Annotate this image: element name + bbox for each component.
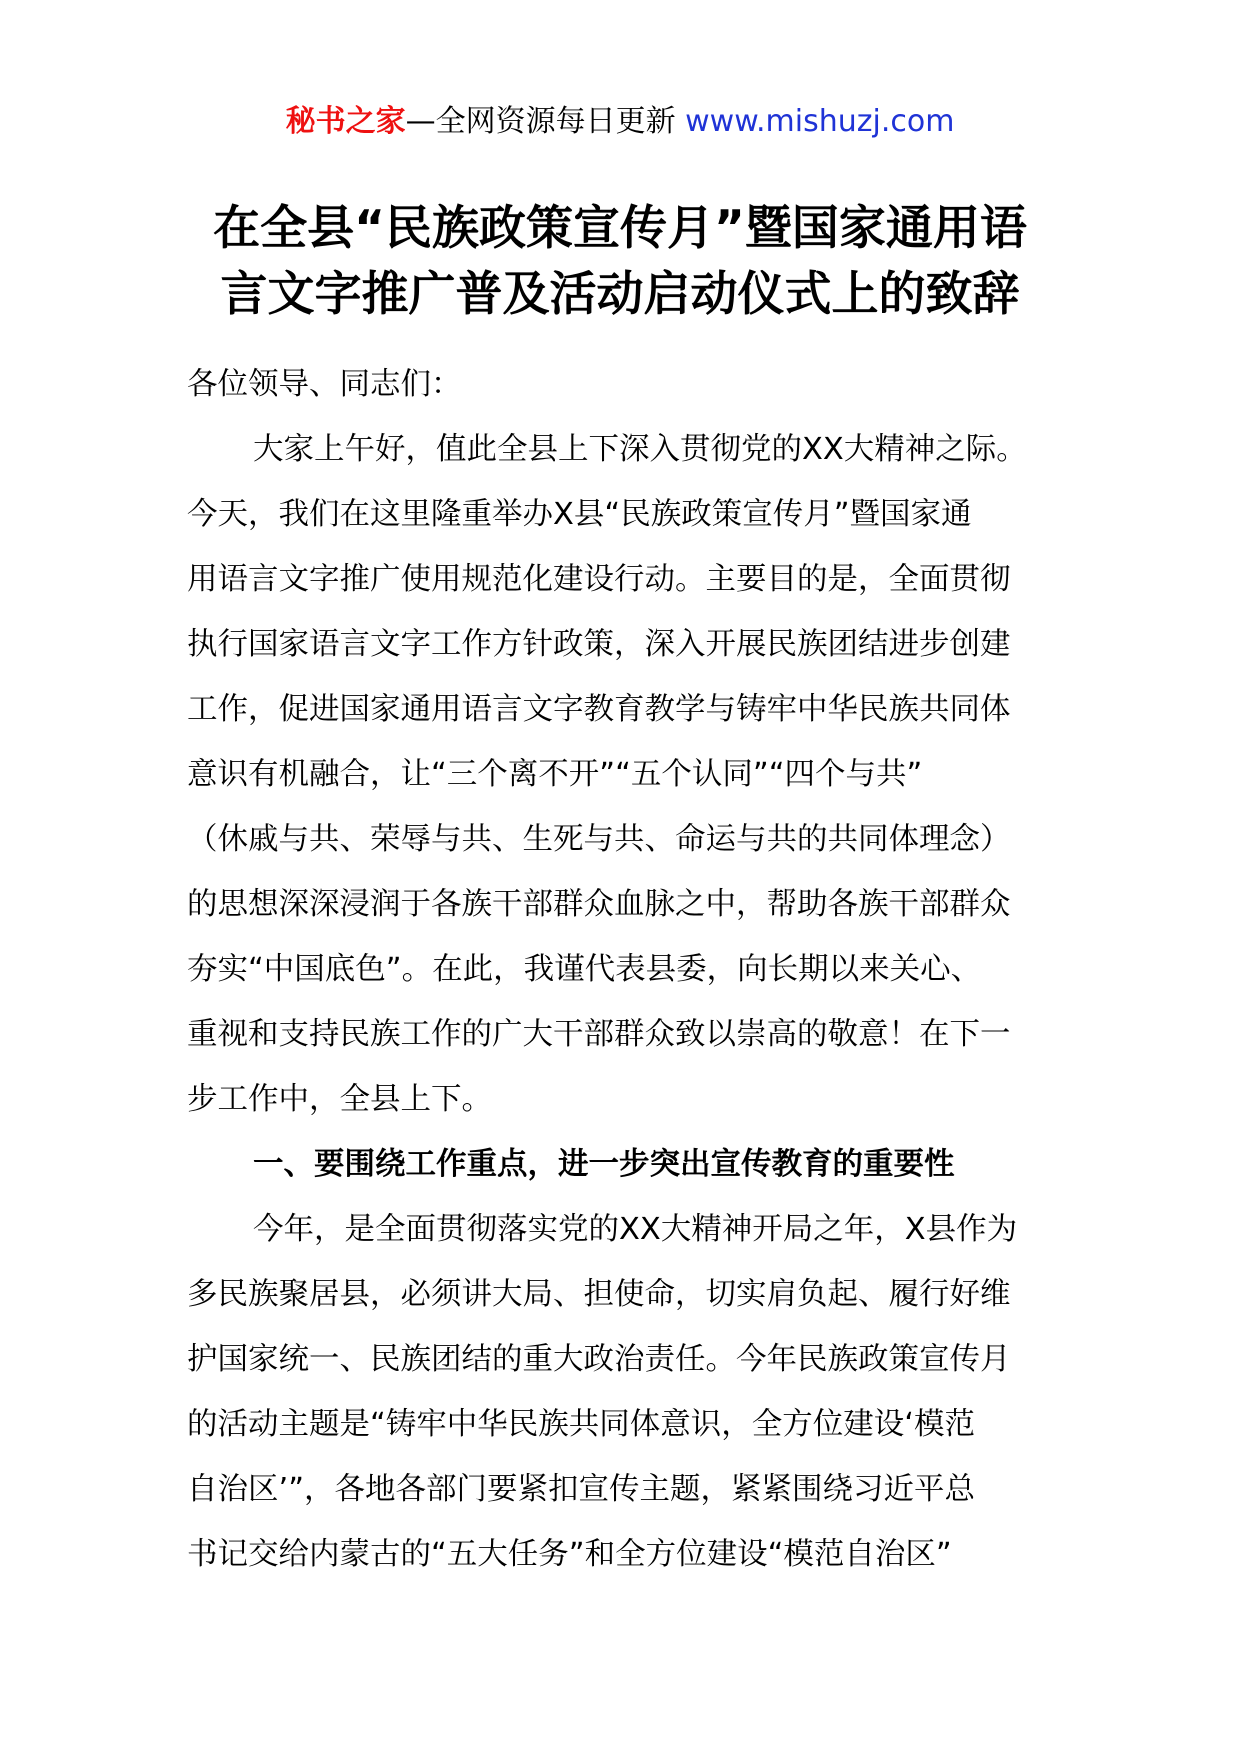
paragraph-line: 执行国家语言文字工作方针政策，深入开展民族团结进步创建 — [187, 627, 1011, 662]
paragraph-line: 重视和支持民族工作的广大干部群众致以崇高的敬意！在下一 — [187, 1017, 1011, 1052]
banner-url[interactable]: www.mishuzj.com — [685, 104, 955, 139]
paragraph-line: 多民族聚居县，必须讲大局、担使命，切实肩负起、履行好维 — [187, 1277, 1011, 1312]
title-line-1: 在全县“民族政策宣传月”暨国家通用语 — [213, 201, 1027, 256]
paragraph-line: 的思想深深浸润于各族干部群众血脉之中，帮助各族干部群众 — [187, 887, 1011, 922]
paragraph-line: 今年，是全面贯彻落实党的XX大精神开局之年，X县作为 — [253, 1212, 1018, 1247]
site-banner — [0, 100, 1240, 144]
paragraph-line: 的活动主题是“铸牢中华民族共同体意识，全方位建设‘模范 — [187, 1407, 975, 1442]
paragraph-line: 今天，我们在这里隆重举办X县“民族政策宣传月”暨国家通 — [187, 497, 972, 532]
paragraph-line: 大家上午好，值此全县上下深入贯彻党的XX大精神之际。 — [253, 432, 1027, 467]
section-heading-1: 一、要围绕工作重点，进一步突出宣传教育的重要性 — [253, 1147, 955, 1182]
paragraph-line: 护国家统一、民族团结的重大政治责任。今年民族政策宣传月 — [187, 1342, 1011, 1377]
greeting: 各位领导、同志们： — [187, 367, 462, 402]
paragraph-line: 用语言文字推广使用规范化建设行动。主要目的是，全面贯彻 — [187, 562, 1011, 597]
paragraph-line: 自治区’”，各地各部门要紧扣宣传主题，紧紧围绕习近平总 — [187, 1472, 975, 1507]
paragraph-line: 意识有机融合，让“三个离不开”“五个认同”“四个与共” — [187, 757, 923, 792]
document-body — [187, 352, 1057, 1587]
paragraph-line: 步工作中，全县上下。 — [187, 1082, 492, 1117]
paragraph-1 — [187, 417, 1057, 1132]
paragraph-line: 工作，促进国家通用语言文字教育教学与铸牢中华民族共同体 — [187, 692, 1011, 727]
document-title — [0, 196, 1240, 328]
paragraph-line: （休戚与共、荣辱与共、生死与共、命运与共的共同体理念） — [187, 822, 1011, 857]
paragraph-line: 夯实“中国底色”。在此，我谨代表县委，向长期以来关心、 — [187, 952, 982, 987]
title-line-2: 言文字推广普及活动启动仪式上的致辞 — [220, 267, 1020, 322]
banner-brand: 秘书之家 — [285, 104, 406, 139]
banner-tagline: —全网资源每日更新 — [405, 104, 686, 139]
paragraph-2 — [187, 1197, 1057, 1587]
paragraph-line: 书记交给内蒙古的“五大任务”和全方位建设“模范自治区” — [187, 1537, 952, 1572]
